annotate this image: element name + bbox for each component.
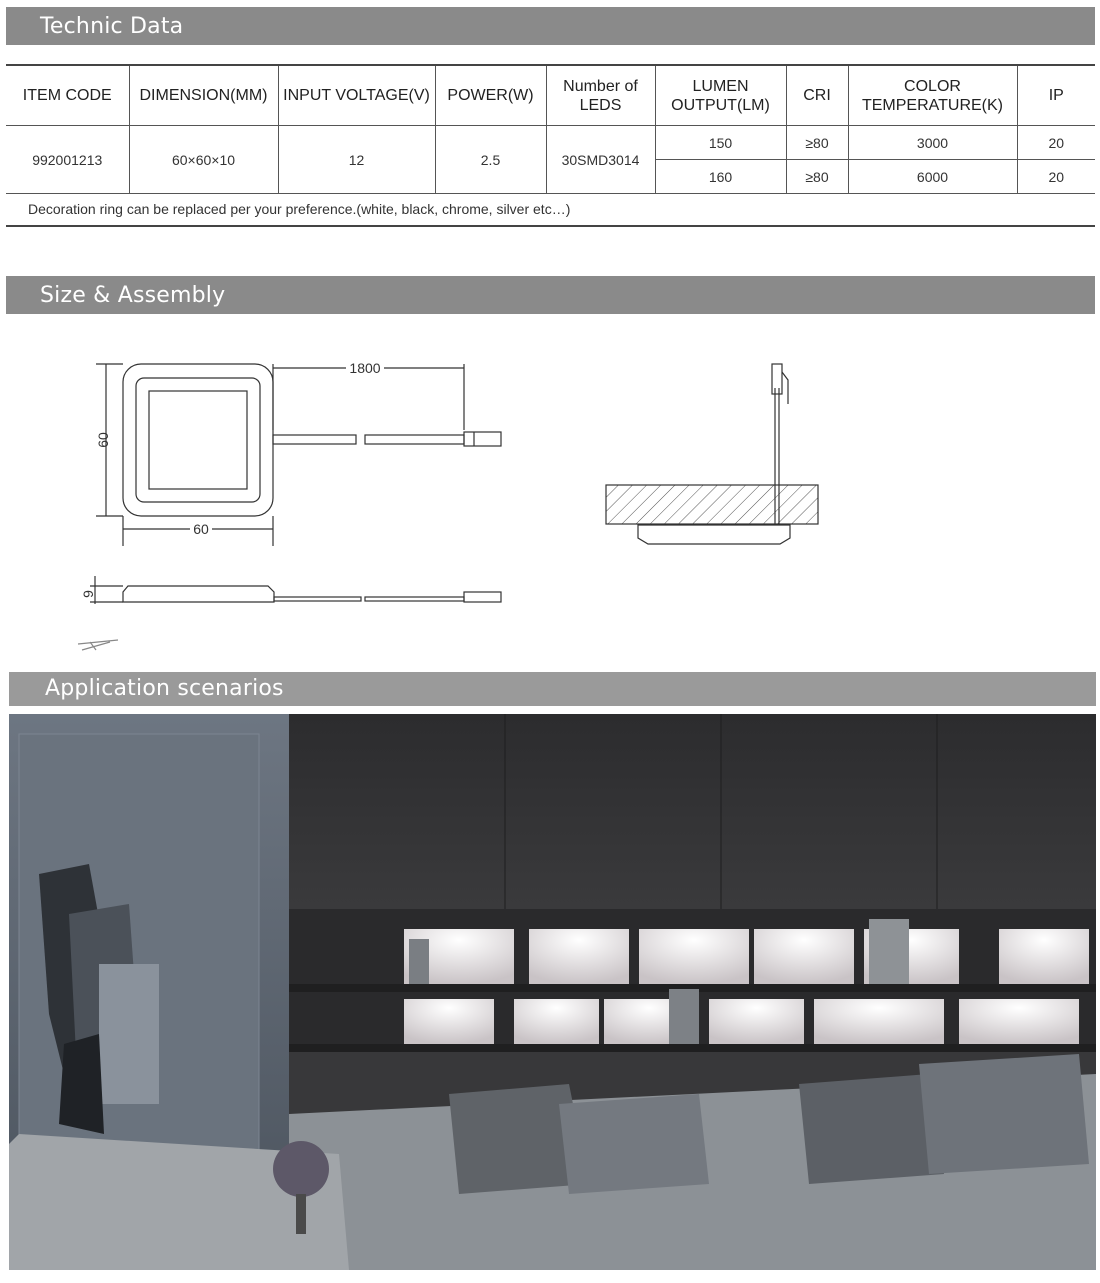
table-header-row [6, 65, 1095, 126]
light-panel [149, 391, 247, 489]
section-header-size-assembly [6, 276, 1095, 314]
header-cri: CRI [786, 65, 848, 126]
assembly-drawing [0, 320, 1100, 660]
cable-length-label: 1800 [349, 360, 381, 376]
cell-item-code: 992001213 [6, 126, 129, 194]
header-lumen-line1: LUMEN [692, 77, 749, 95]
height-label: 60 [95, 432, 111, 448]
cell-input-voltage: 12 [278, 126, 435, 194]
header-lumen-line2: OUTPUT(LM) [671, 96, 770, 114]
header-color-line1: COLOR [904, 77, 961, 95]
section-header-application [9, 672, 1096, 706]
cabinet-panel [606, 485, 818, 524]
cell-color-temp: 6000 [848, 160, 1017, 194]
assembly-connector [772, 364, 782, 394]
application-scene-photo [9, 714, 1096, 1270]
connector [464, 432, 501, 446]
header-ip: IP [1017, 65, 1095, 126]
cell-dimension: 60×60×10 [129, 126, 278, 194]
table-row [6, 126, 1095, 160]
cell-power: 2.5 [435, 126, 546, 194]
section-header-technic-data [6, 7, 1095, 45]
header-dimension: DIMENSION(MM) [129, 65, 278, 126]
section-title: Technic Data [40, 14, 184, 39]
cell-cri: ≥80 [786, 160, 848, 194]
width-label: 60 [193, 521, 209, 537]
header-leds-line2: LEDS [579, 96, 622, 114]
table-note [6, 193, 1095, 227]
cell-leds: 30SMD3014 [546, 126, 655, 194]
section-title: Size & Assembly [40, 283, 226, 308]
cell-color-temp: 3000 [848, 126, 1017, 160]
header-leds [546, 65, 655, 126]
thickness-label: 9 [80, 590, 96, 598]
cell-cri: ≥80 [786, 126, 848, 160]
header-power: POWER(W) [435, 65, 546, 126]
light-inner-ring [136, 378, 260, 502]
header-color-temp [848, 65, 1017, 126]
cell-ip: 20 [1017, 160, 1095, 194]
mounted-light [638, 525, 790, 544]
cell-ip: 20 [1017, 126, 1095, 160]
cell-lumen: 160 [655, 160, 786, 194]
header-leds-line1: Number of [563, 77, 638, 95]
cable-clip-icon [78, 640, 118, 650]
light-side-profile [123, 586, 274, 602]
light-outer-ring [123, 364, 273, 516]
header-lumen [655, 65, 786, 126]
header-color-line2: TEMPERATURE(K) [861, 96, 1004, 114]
header-input-voltage: INPUT VOLTAGE(V) [278, 65, 435, 126]
spec-table [6, 64, 1095, 194]
note-text: Decoration ring can be replaced per your preference.(white, black, chrome, silver etc…) [28, 201, 571, 217]
header-item-code: ITEM CODE [6, 65, 129, 126]
cell-lumen: 150 [655, 126, 786, 160]
section-title: Application scenarios [45, 676, 284, 701]
